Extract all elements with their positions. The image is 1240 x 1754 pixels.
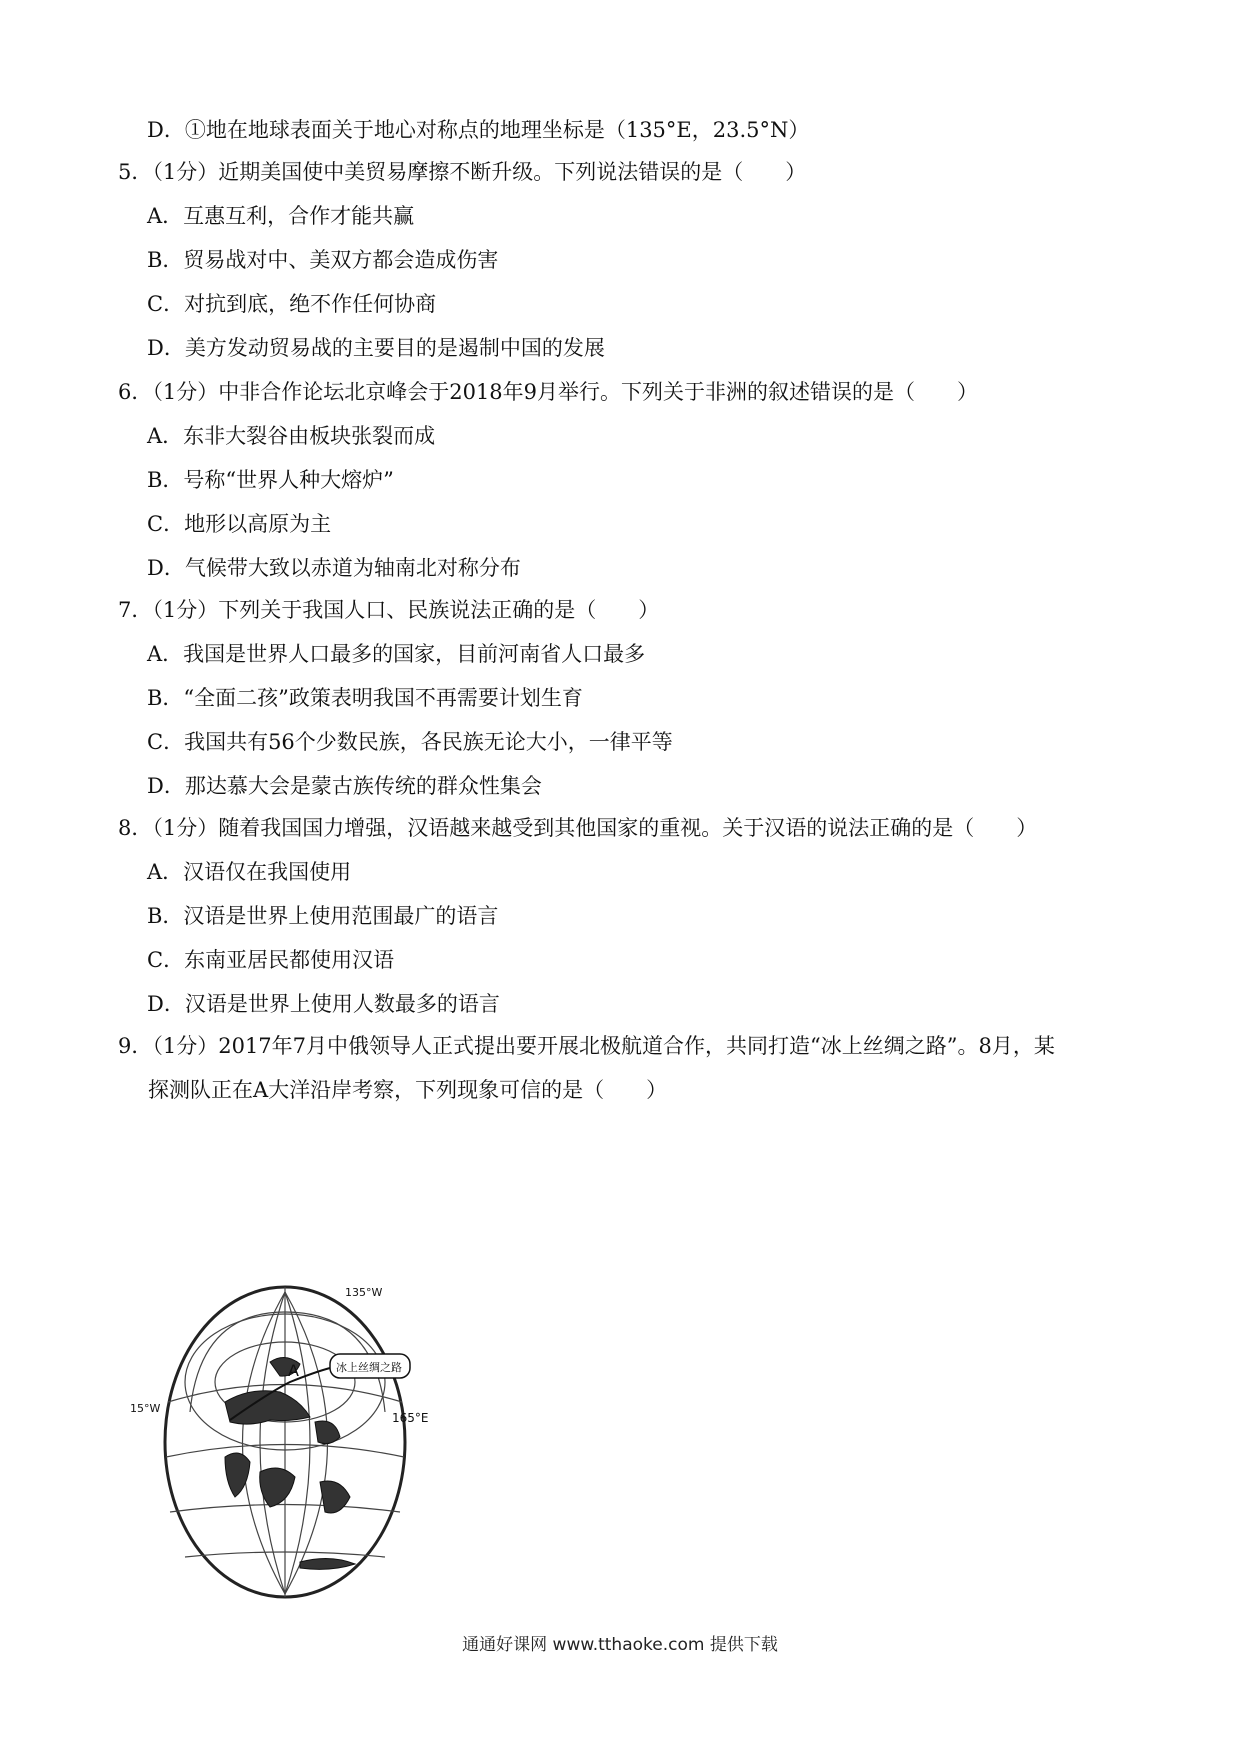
question-8-option-a: A．汉语仅在我国使用 (147, 860, 352, 884)
page-footer: 通通好课网 www.tthaoke.com 提供下载 (462, 1635, 778, 1655)
question-8-stem: 8．（1分）随着我国国力增强，汉语越来越受到其他国家的重视。关于汉语的说法正确的是（ ） (118, 816, 1038, 840)
question-7-option-b: B．“全面二孩”政策表明我国不再需要计划生育 (147, 686, 583, 710)
arctic-route-map (130, 1272, 500, 1602)
question-7-option-c: C．我国共有56个少数民族，各民族无论大小，一律平等 (147, 730, 673, 754)
map-label-135w: 135°W (345, 1286, 383, 1299)
map-label-165e: 165°E (392, 1411, 429, 1425)
question-6-option-d: D．气候带大致以赤道为轴南北对称分布 (147, 556, 521, 580)
prev-question-option-d: D．①地在地球表面关于地心对称点的地理坐标是（135°E，23.5°N） (147, 118, 810, 142)
question-6-option-a: A．东非大裂谷由板块张裂而成 (147, 424, 436, 448)
question-6-option-b: B．号称“世界人种大熔炉” (147, 468, 394, 492)
map-label-a: A (288, 1361, 299, 1380)
question-8-option-b: B．汉语是世界上使用范围最广的语言 (147, 904, 499, 928)
map-label-route: 冰上丝绸之路 (336, 1361, 402, 1374)
question-7-option-a: A．我国是世界人口最多的国家，目前河南省人口最多 (147, 642, 646, 666)
question-7-stem: 7．（1分）下列关于我国人口、民族说法正确的是（ ） (118, 598, 660, 622)
question-8-option-c: C．东南亚居民都使用汉语 (147, 948, 395, 972)
question-5-option-d: D．美方发动贸易战的主要目的是遏制中国的发展 (147, 336, 605, 360)
map-label-15w: 15°W (130, 1402, 161, 1415)
question-5-option-a: A．互惠互利，合作才能共赢 (147, 204, 415, 228)
question-5-option-c: C．对抗到底，绝不作任何协商 (147, 292, 437, 316)
question-9-stem-line1: 9．（1分）2017年7月中俄领导人正式提出要开展北极航道合作，共同打造“冰上丝绸之路”。8月，某 (118, 1034, 1055, 1058)
question-8-option-d: D．汉语是世界上使用人数最多的语言 (147, 992, 500, 1016)
question-9-stem-line2: 探测队正在A大洋沿岸考察，下列现象可信的是（ ） (148, 1078, 668, 1102)
question-5-stem: 5．（1分）近期美国使中美贸易摩擦不断升级。下列说法错误的是（ ） (118, 160, 807, 184)
question-7-option-d: D．那达慕大会是蒙古族传统的群众性集会 (147, 774, 542, 798)
question-6-option-c: C．地形以高原为主 (147, 512, 332, 536)
question-6-stem: 6．（1分）中非合作论坛北京峰会于2018年9月举行。下列关于非洲的叙述错误的是（ ） (118, 380, 979, 404)
question-5-option-b: B．贸易战对中、美双方都会造成伤害 (147, 248, 499, 272)
